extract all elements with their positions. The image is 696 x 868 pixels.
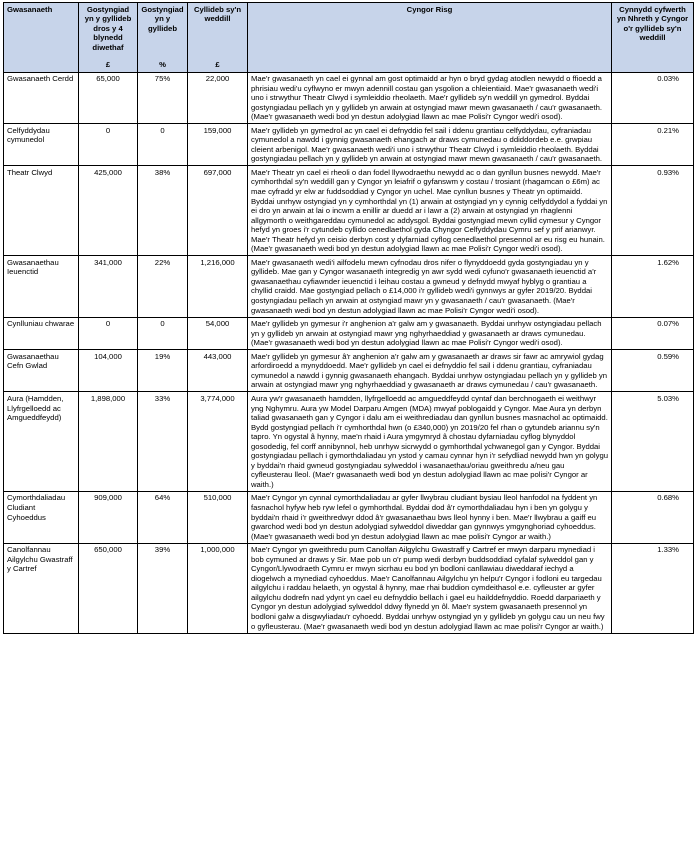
header-service: Gwasanaeth <box>4 3 79 73</box>
reduction-percent: 19% <box>138 350 188 392</box>
risk-advice-table <box>3 2 694 634</box>
reduction-percent: 0 <box>138 317 188 350</box>
council-tax-equivalent: 0.68% <box>612 491 694 543</box>
council-tax-equivalent: 0.03% <box>612 72 694 124</box>
remaining-budget: 510,000 <box>188 491 248 543</box>
table-row <box>4 317 694 350</box>
reduction-percent: 39% <box>138 543 188 633</box>
table-row <box>4 491 694 543</box>
budget-reduction: 909,000 <box>79 491 138 543</box>
risk-advice: Mae'r Cyngor yn cynnal cymorthdaliadau ar gyfer llwybrau cludiant bysiau lleol hanfodol na fyddent yn fasnachol hyfyw heb ryw lefel o gymhorthdal. Byddai dod â'r cymorthdaliadau hyn i ben yn golygu y byddai'n rhaid i'r gweithredwyr ddod â'r gwasanaethau bws lleol hynny i ben. Mae'r llwybrau a gaiff eu gwarchod wedi bod yn destun adolygiad sylweddol diweddar gan gynnwys ymgynghoriad cyhoeddus. (Mae'r gwasanaeth wedi bod yn destun adolygiad llawn ac mae polisi'r Cyngor ar waith.) <box>248 491 612 543</box>
table-row <box>4 392 694 491</box>
council-tax-equivalent: 5.03% <box>612 392 694 491</box>
risk-advice: Mae'r Theatr yn cael ei rheoli o dan fodel llywodraethu newydd ac o dan gynllun busnes newydd. Mae'r cymhorthdal sy'n weddill gan y Cyngor yn leiafrif o gyfanswm y costau / trosiant (rhagamcan o £6m) ac mae cyfradd yr elw ar fuddsoddiad y Cyngor yn uchel. Mae cynllun busnes y Theatr yn optimaidd. Byddai unrhyw ostyngiad yn y cymhorthdal yn (1) arwain at ostyngiad yn y cynnig celfyddydol a fyddai yn ei dro yn arwain at lai o incwm a enillir ar duedd ar i lawr a (2) arwain at ostyngiad yn rhaglenni allgymorth o weithgareddau cymunedol ac addysgol. Byddai gostyngiad mewn cyllid cymesur y Cyngor hefyd yn groes i'r cytundeb cyllido cenedlaethol gyda Chyngor Celfyddydau Cymru sef y prif arianwyr. Mae'r Theatr hefyd yn ceisio derbyn cost y dyfarniad cyflog cenedlaethol presennol ar eu risg eu hunain. (Mae'r gwasanaeth wedi bod yn destun adolygiad llawn ac mae Polisi'r Cyngor wedi'i osod). <box>248 166 612 256</box>
header-reduction-4yr: Gostyngiad yn y gyllideb dros y 4 blynedd diwethaf £ <box>79 3 138 73</box>
council-tax-equivalent: 0.59% <box>612 350 694 392</box>
header-remaining-budget: Cyllideb sy'n weddill £ <box>188 3 248 73</box>
header-row <box>4 3 694 73</box>
risk-advice: Aura yw'r gwasanaeth hamdden, llyfrgelloedd ac amgueddfeydd cyntaf dan berchnogaeth ei weithwyr yng Nghymru. Aura yw Model Darparu Amgen (MDA) mwyaf poblogaidd y Cyngor. Mae Aura yn derbyn taliad gwasanaeth gan y Cyngor i dalu am ei weithrediadau dan gynllun busnes masnachol ac optimaidd. Bydd gostyngiad pellach i'r cymhorthdal hwn (o £340,000) yn 2019/20 fel rhan o gytundeb ariannu sy'n tapro. Yn ogystal â hynny, mae'n rhaid i Aura ymgymryd â chostau dyfarniadau cyflog blynyddol gosodedig, fel corff annibynnol, heb unrhyw sicrwydd o gymhorthdal ychwanegol gan y Cyngor. Byddai gostyngiadau pellach i gymorthdaliadau yn ystod y camau cynnar hyn i'r sefydliad newydd hwn yn golygu y byddai'n rhaid gwneud gostyngiadau sylweddol i wasanaethau/oriau gweithredu a/neu gau cyfleusterau lleol. (Mae'r gwasanaeth wedi bod yn destun adolygiad llawn ac mae polisi'r Cyngor ar waith.) <box>248 392 612 491</box>
budget-reduction: 425,000 <box>79 166 138 256</box>
budget-reduction: 1,898,000 <box>79 392 138 491</box>
service-name: Cymorthdaliadau Cludiant Cyhoeddus <box>4 491 79 543</box>
service-name: Cynlluniau chwarae <box>4 317 79 350</box>
budget-reduction: 650,000 <box>79 543 138 633</box>
table-row <box>4 72 694 124</box>
header-risk-advice: Cyngor Risg <box>248 3 612 73</box>
table-row <box>4 256 694 317</box>
table-row <box>4 543 694 633</box>
remaining-budget: 697,000 <box>188 166 248 256</box>
reduction-percent: 64% <box>138 491 188 543</box>
remaining-budget: 3,774,000 <box>188 392 248 491</box>
service-name: Celfyddydau cymunedol <box>4 124 79 166</box>
risk-advice: Mae'r gwasanaeth yn cael ei gynnal am gost optimaidd ar hyn o bryd gydag atodlen newydd o ffioedd a phrisiau wedi'u cyflwyno er mwyn adennill costau gan ysgolion a chleientiaid. Mae'r gwasanaeth wedi'i uno i strwythur Theatr Clwyd i symleiddio rheolaeth. Mae'r gyllideb sy'n weddill yn gymedrol. Byddai gostyngiadau pellach yn y gyllideb yn arwain at ostyngiad mawr mewn gwasanaeth / cau'r gwasanaeth. (Mae'r gwasanaeth wedi bod yn destun adolygiad llawn ac mae Polisi'r Cyngor wedi'i osod). <box>248 72 612 124</box>
remaining-budget: 443,000 <box>188 350 248 392</box>
remaining-budget: 54,000 <box>188 317 248 350</box>
reduction-percent: 75% <box>138 72 188 124</box>
remaining-budget: 1,000,000 <box>188 543 248 633</box>
reduction-percent: 0 <box>138 124 188 166</box>
service-name: Theatr Clwyd <box>4 166 79 256</box>
remaining-budget: 1,216,000 <box>188 256 248 317</box>
header-council-tax-contribution: Cynnydd cyfwerth yn Nhreth y Cyngor o'r gyllideb sy'n weddill <box>612 3 694 73</box>
table-row <box>4 166 694 256</box>
budget-reduction: 104,000 <box>79 350 138 392</box>
service-name: Gwasanaethau Ieuenctid <box>4 256 79 317</box>
reduction-percent: 33% <box>138 392 188 491</box>
reduction-percent: 22% <box>138 256 188 317</box>
budget-reduction: 341,000 <box>79 256 138 317</box>
risk-advice: Mae'r Cyngor yn gweithredu pum Canolfan Ailgylchu Gwastraff y Cartref er mwyn darparu mynediad i bob cymuned ar draws y Sir. Mae pob un o'r pump wedi derbyn buddsoddiad cyfalaf sylweddol gan y Cyngor/Llywodraeth Cymru er mwyn sicrhau eu bod yn bodloni canllawiau diweddaraf iechyd a diogelwch a mynediad cyhoeddus. Mae'r Canolfannau Ailgylchu yn helpu'r Cyngor i fodloni eu targedau ailgylchu i raddau helaeth, yn ogystal â hynny, mae rhai buddion cymdeithasol e.e. cyfleuster ar gyfer ailgylchu dodrefn nad ydynt yn cael eu defnyddio bellach i gael eu hailddefnyddio. Roedd darpariaeth y Cyngor yn destun adolygiad sylweddol ddwy flynedd yn ôl. Mae'r system gwasanaeth presennol yn bodloni galw a disgwyliadau'r cyhoedd. Byddai unrhyw ostyngiad yn y gyllideb yn golygu cau un neu fwy o gyfleusterau. (Mae'r gwasanaeth wedi bod yn destun adolygiad llawn ac mae polisi'r Cyngor ar waith.) <box>248 543 612 633</box>
council-tax-equivalent: 0.93% <box>612 166 694 256</box>
header-reduction-pct: Gostyngiad yn y gyllideb % <box>138 3 188 73</box>
council-tax-equivalent: 1.33% <box>612 543 694 633</box>
service-name: Aura (Hamdden, Llyfrgelloedd ac Amgueddfeydd) <box>4 392 79 491</box>
remaining-budget: 159,000 <box>188 124 248 166</box>
council-tax-equivalent: 0.07% <box>612 317 694 350</box>
budget-reduction: 0 <box>79 317 138 350</box>
risk-advice: Mae'r gyllideb yn gymedrol ac yn cael ei defnyddio fel sail i ddenu grantiau celfyddydau, cyfraniadau cymunedol a nawdd i gynnig gwasanaeth ehangach ar draws cymunedau o ddiddordeb e.e. grwpiau cleient arbenigol. Mae'r gwasanaeth wedi'i uno i strwythur Theatr Clwyd i symleiddio rheolaeth. Byddai gostyngiadau pellach yn y gyllideb yn arwain at ostyngiad mawr mewn gwasanaeth / cau'r gwasanaeth. <box>248 124 612 166</box>
budget-reduction: 65,000 <box>79 72 138 124</box>
budget-reduction: 0 <box>79 124 138 166</box>
service-name: Gwasanaethau Cefn Gwlad <box>4 350 79 392</box>
reduction-percent: 38% <box>138 166 188 256</box>
council-tax-equivalent: 0.21% <box>612 124 694 166</box>
risk-advice: Mae'r gyllideb yn gymesur i'r anghenion a'r galw am y gwasanaeth. Byddai unrhyw ostyngiadau pellach yn y gyllideb yn arwain at ostyngiad mawr yng nghyrhaeddiad y gwasanaeth ar draws cymunedau. (Mae'r gwasanaeth wedi bod yn destun adolygiad llawn ac mae Polisi'r Cyngor wedi'i osod). <box>248 317 612 350</box>
council-tax-equivalent: 1.62% <box>612 256 694 317</box>
table-row <box>4 124 694 166</box>
remaining-budget: 22,000 <box>188 72 248 124</box>
service-name: Canolfannau Ailgylchu Gwastraff y Cartref <box>4 543 79 633</box>
risk-advice: Mae'r gwasanaeth wedi'i ailfodelu mewn cyfnodau dros nifer o flynyddoedd gyda gostyngiadau yn y gyllideb. Mae gan y Cyngor wasanaeth integredig yn awr sydd wedi cyfuno'r gwasanaeth ieuenctid a'r gwasanaethau cyfiawnder ieuenctid i leihau costau a gwneud y defnydd mwyaf hyblyg o grantiau a chyllid craidd. Mae gostyngiad pellach o £14,000 i'r gyllideb wedi'i gynnwys ar gyfer 2019/20. Byddai gostyngiadau pellach yn arwain at ostyngiad mawr yn y gwasanaeth / cau'r gwasanaeth. (Mae'r gwasanaeth wedi bod yn destun adolygiad llawn ac mae Polisi'r Cyngor wedi'i osod). <box>248 256 612 317</box>
table-row <box>4 350 694 392</box>
service-name: Gwasanaeth Cerdd <box>4 72 79 124</box>
risk-advice: Mae'r gyllideb yn gymesur â'r anghenion a'r galw am y gwasanaeth ar draws sir fawr ac amrywiol gydag arfordiroedd a mynyddoedd. Mae'r gyllideb yn cael ei defnyddio fel sail i ddenu grantiau, cyfraniadau cymunedol a nawdd i gynnig gwasanaeth ehangach. Byddai unrhyw ostyngiadau pellach yn y gyllideb yn arwain at ostyngiad mawr yng nghyrhaeddiad y gwasanaeth ar draws cymunedau / cau'r gwasanaeth. <box>248 350 612 392</box>
